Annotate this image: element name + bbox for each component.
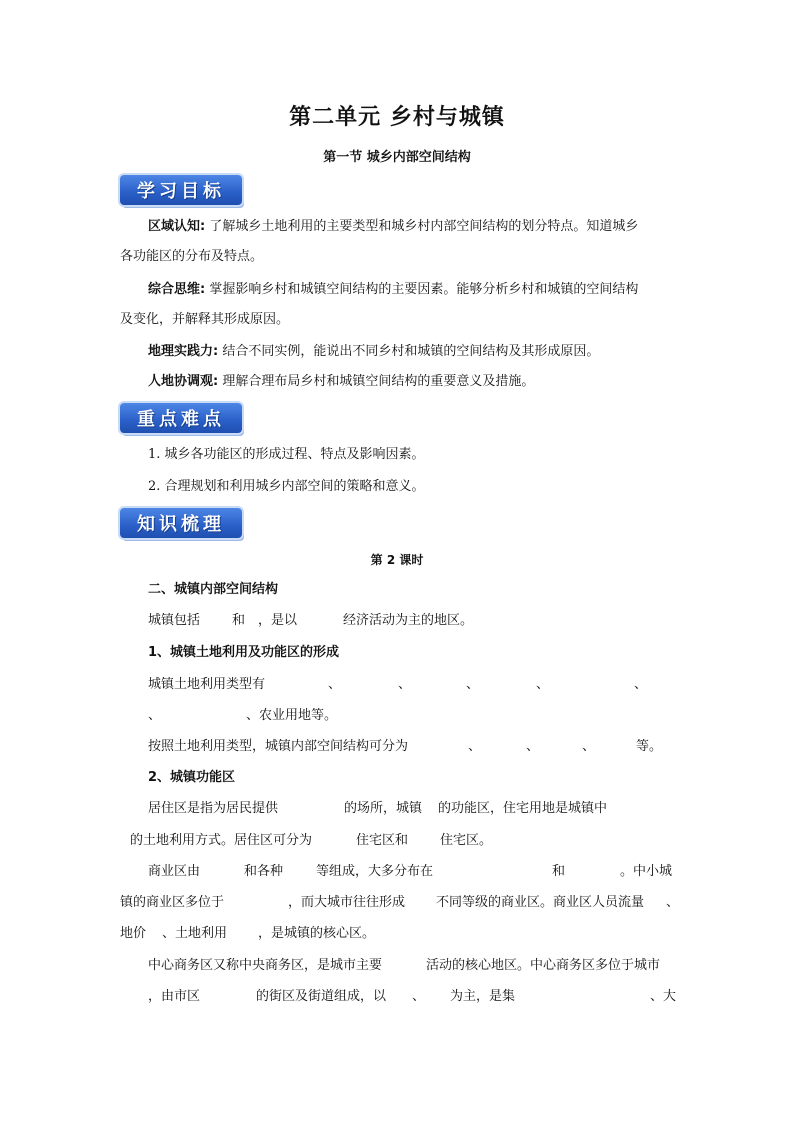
banner-key-points	[120, 403, 242, 433]
fill-text: 等。	[636, 739, 663, 754]
goal-label: 综合思维:	[148, 282, 206, 297]
fill-text: 活动的核心地区。中心商务区多位于城市	[426, 958, 661, 973]
fill-text: ，是城镇的核心区。	[258, 926, 376, 941]
sub-heading: 1、城镇土地利用及功能区的形成	[148, 645, 340, 660]
fill-text: ，由市区	[148, 989, 201, 1004]
fill-text: 的功能区，住宅用地是城镇中	[438, 801, 608, 816]
banner-label: 学习目标	[137, 181, 225, 202]
goal-geo-practice	[148, 343, 599, 361]
fill-text: 和	[232, 613, 246, 628]
goal-regional-cognition	[148, 218, 638, 236]
fill-text: 、	[634, 677, 648, 692]
fill-text: 、土地利用	[162, 926, 228, 941]
goal-text: 结合不同实例，能说出不同乡村和城镇的空间结构及其形成原因。	[218, 344, 600, 359]
fill-text: 和各种	[244, 864, 284, 879]
goal-human-land	[148, 373, 534, 391]
fill-text: 经济活动为主的地区。	[343, 613, 474, 628]
fill-text: 商业区由	[148, 864, 201, 879]
banner-knowledge	[120, 508, 242, 538]
fill-text: 、	[328, 677, 342, 692]
goal-integrated-thinking	[148, 281, 638, 299]
fill-text: 住宅区。	[440, 833, 493, 848]
banner-label: 重点难点	[137, 409, 225, 430]
banner-learning-goals	[120, 175, 242, 205]
fill-text: 的场所，城镇	[344, 801, 423, 816]
fill-text: 、	[526, 739, 540, 754]
fill-text: 按照土地利用类型，城镇内部空间结构可分为	[148, 739, 409, 754]
banner-label: 知识梳理	[137, 514, 225, 535]
section-subtitle: 第一节 城乡内部空间结构	[323, 150, 471, 165]
goal-label: 人地协调观:	[148, 374, 219, 389]
fill-text: 、	[148, 708, 162, 723]
goal-integrated-thinking-cont: 及变化，并解释其形成原因。	[120, 312, 290, 327]
fill-text: 镇的商业区多位于	[120, 895, 225, 910]
fill-text: 、	[412, 989, 426, 1004]
section-heading: 二、城镇内部空间结构	[148, 582, 279, 597]
fill-text: 、	[466, 677, 480, 692]
fill-text: 城镇包括	[148, 613, 201, 628]
fill-text: 的街区及街道组成，以	[256, 989, 387, 1004]
fill-text: 、	[398, 677, 412, 692]
fill-text: 居住区是指为居民提供	[148, 801, 279, 816]
goal-label: 地理实践力:	[148, 344, 219, 359]
goal-regional-cognition-cont: 各功能区的分布及特点。	[120, 249, 264, 264]
lesson-label: 第 2 课时	[370, 553, 424, 567]
page-title: 第二单元 乡村与城镇	[289, 105, 505, 130]
fill-text: 地价	[120, 926, 147, 941]
fill-text: 的土地利用方式。居住区可分为	[130, 833, 313, 848]
fill-text: 。中小城	[620, 864, 673, 879]
fill-text: 、	[468, 739, 482, 754]
fill-text: ，而大城市往往形成	[288, 895, 406, 910]
goal-text: 理解合理布局乡村和城镇空间结构的重要意义及措施。	[218, 374, 535, 389]
fill-text: 、	[582, 739, 596, 754]
fill-text: 、	[666, 895, 680, 910]
fill-text: 为主，是集	[450, 989, 516, 1004]
goal-text: 了解城乡土地利用的主要类型和城乡村内部空间结构的划分特点。知道城乡	[205, 219, 639, 234]
fill-text: 、大	[650, 989, 677, 1004]
fill-text: 城镇土地利用类型有	[148, 677, 266, 692]
key-point-item: 1. 城乡各功能区的形成过程、特点及影响因素。	[148, 447, 425, 462]
fill-text: ，是以	[258, 613, 298, 628]
sub-heading: 2、城镇功能区	[148, 770, 236, 785]
fill-text: 住宅区和	[356, 833, 409, 848]
fill-text: 等组成，大多分布在	[316, 864, 434, 879]
fill-text: 、	[536, 677, 550, 692]
fill-text: 不同等级的商业区。商业区人员流量	[436, 895, 645, 910]
key-point-item: 2. 合理规划和利用城乡内部空间的策略和意义。	[148, 479, 425, 494]
fill-text: 中心商务区又称中央商务区，是城市主要	[148, 958, 383, 973]
goal-label: 区域认知:	[148, 219, 206, 234]
goal-text: 掌握影响乡村和城镇空间结构的主要因素。能够分析乡村和城镇的空间结构	[205, 282, 639, 297]
fill-text: 和	[552, 864, 566, 879]
fill-text: 、农业用地等。	[246, 708, 338, 723]
